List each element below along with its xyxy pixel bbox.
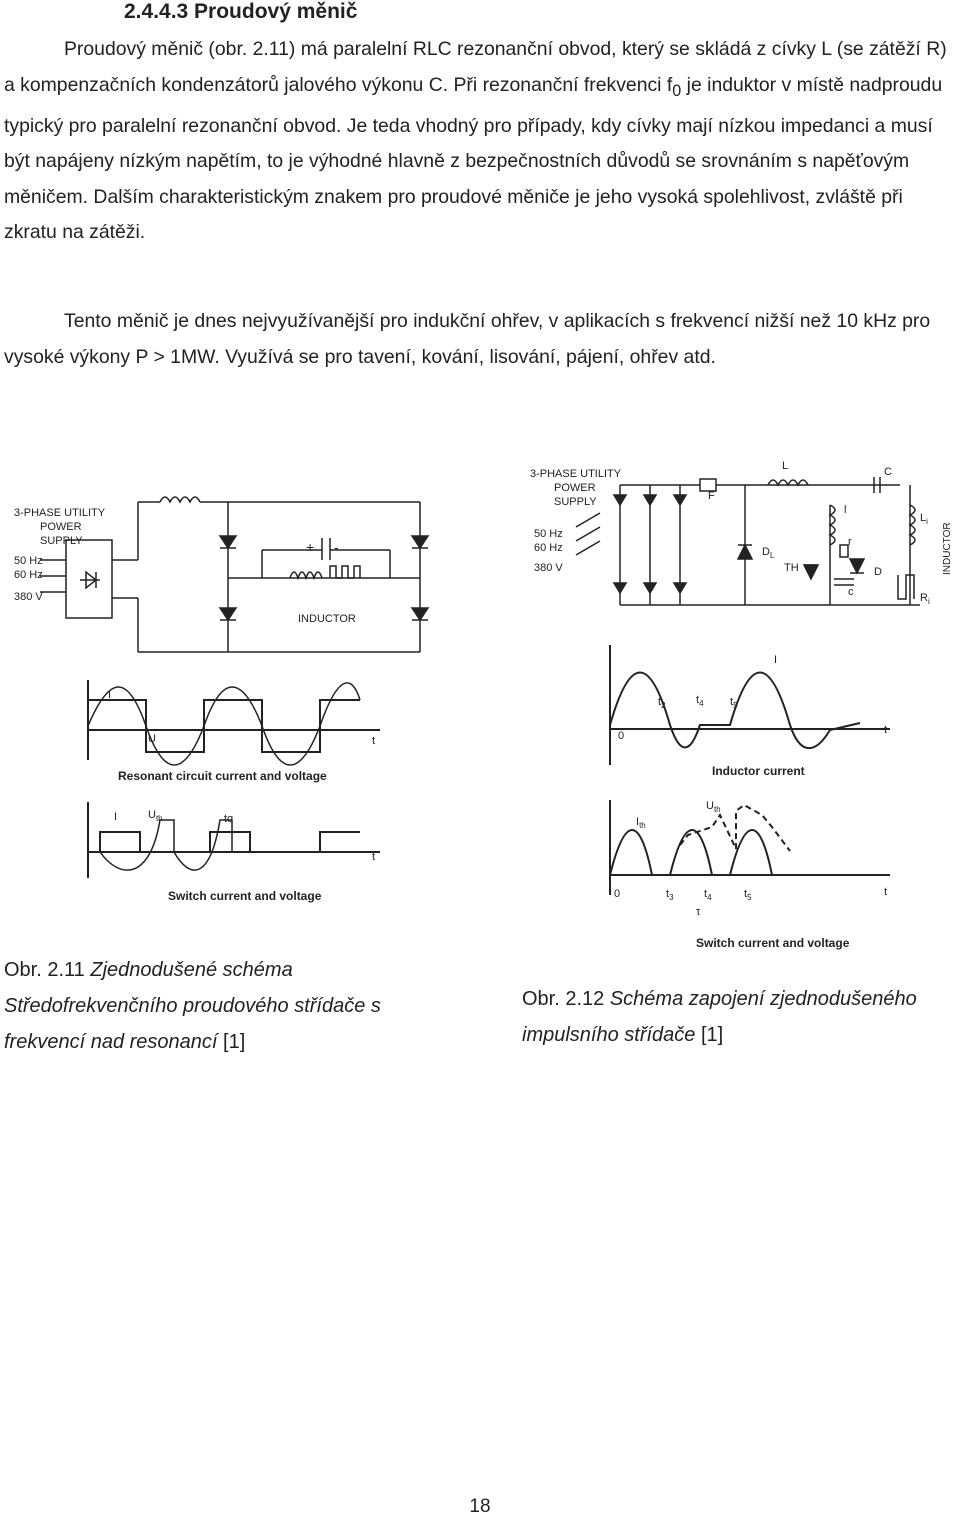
paragraph-1 xyxy=(4,32,956,251)
wave2-time-label: t xyxy=(884,886,888,898)
wave1-time-label: t xyxy=(372,735,376,747)
label-l: l xyxy=(844,504,847,516)
pulse-circuit xyxy=(576,477,920,605)
section-heading: 2.4.4.3 Proudový měnič xyxy=(124,0,358,23)
paragraph-2 xyxy=(4,304,956,375)
paragraph-2-text: Tento měnič je dnes nejvyužívanější pro indukční ohřev, v aplikacích s frekvencí nižší než 10 kHz pro vysoké výkony P > 1MW. Využívá se pro tavení, kování, lisování, pájení, ohřev atd. xyxy=(4,310,931,368)
figure-caption-2-12 xyxy=(522,981,952,1053)
supply-label-3: SUPPLY xyxy=(554,496,597,508)
supply-label-1: 3-PHASE UTILITY xyxy=(530,468,622,480)
inductor-label: INDUCTOR xyxy=(942,522,953,575)
wave2-tau-label: τ xyxy=(696,906,701,918)
wave1-t5-label: $t_5$ xyxy=(730,696,738,710)
switch-waveform xyxy=(610,800,890,895)
supply-label-3: SUPPLY xyxy=(40,535,83,547)
wave2-current-label: I xyxy=(114,811,118,823)
label-L: L xyxy=(782,460,789,472)
wave2-tq-label: tq xyxy=(224,813,234,825)
voltage-label: 380 V xyxy=(534,562,563,574)
label-Li: $L_i$ xyxy=(920,512,928,526)
paragraph-1-rest: je induktor v místě nadproudu typický pro paralelní rezonanční obvod. Je teda vhodný pro případy, kdy cívky mají nízkou impedanci a musí být napájeny nízkým napětím, to je výhodné hlavně z bezpečnostních důvodů se srovnáním s napěťovým měničem. Dalším charakteristickým znakem pro proudové měniče je jeho vysoká spolehlivost, zvláště při zkratu na zátěži. xyxy=(4,73,943,244)
wave2-t4-label: $t_4$ xyxy=(704,888,712,902)
supply-label-2: POWER xyxy=(40,521,82,533)
label-TH: TH xyxy=(784,562,799,574)
label-F: F xyxy=(708,490,715,502)
figure-caption-2-11 xyxy=(4,952,464,1060)
caption-prefix: Obr. 2.12 xyxy=(522,988,610,1010)
label-DL: $D_L$ xyxy=(762,546,775,560)
page-number: 18 xyxy=(469,1496,491,1517)
label-c: c xyxy=(848,586,854,598)
cap-plus-sign: + xyxy=(306,539,315,555)
wave2-time-label: t xyxy=(372,851,376,863)
wave2-t5-label: $t_5$ xyxy=(744,888,752,902)
label-D: D xyxy=(874,566,882,578)
wave2-t3-label: $t_3$ xyxy=(666,888,674,902)
wave1-voltage-label: U xyxy=(148,733,156,745)
figure-2-11-drawing xyxy=(0,460,470,940)
voltage-label: 380 V xyxy=(14,591,43,603)
wave2-caption: Switch current and voltage xyxy=(168,889,322,903)
inductor-current-waveform xyxy=(610,645,890,765)
figure-2-12-drawing xyxy=(500,455,960,955)
switch-waveform xyxy=(88,802,380,878)
freq-label-50: 50 Hz xyxy=(534,528,563,540)
wave1-caption: Inductor current xyxy=(712,764,805,778)
wave1-current-label: I xyxy=(774,654,778,666)
caption-ref: [1] xyxy=(217,1031,246,1053)
wave2-caption: Switch current and voltage xyxy=(696,936,850,950)
wave2-voltage-label: $U_{th}$ xyxy=(148,809,163,823)
freq-label-50: 50 Hz xyxy=(14,555,43,567)
wave1-caption: Resonant circuit current and voltage xyxy=(118,769,327,783)
resonant-waveform xyxy=(88,680,380,765)
paragraph-1-start: Proudový měnič (obr. 2.11) má paralelní RLC rezonanční obvod, který se skládá z cívky L (se zátěží R) a kompenzačních kondenzátorů jalového výkonu C. Při rezonanční frekvenci f xyxy=(4,38,947,96)
caption-title: Schéma zapojení zjednodušeného impulsního střídače xyxy=(522,988,917,1046)
supply-label-1: 3-PHASE UTILITY xyxy=(14,507,106,519)
wave1-time-label: t xyxy=(884,724,888,736)
wave1-t4-label: $t_4$ xyxy=(696,694,704,708)
wave1-zero-label: 0 xyxy=(618,730,625,742)
figure-2-12 xyxy=(500,455,960,955)
freq-label-60: 60 Hz xyxy=(534,542,563,554)
inductor-label: INDUCTOR xyxy=(298,613,356,625)
wave1-t2-label: $t_2$ xyxy=(658,696,666,710)
bridge-circuit xyxy=(138,497,428,652)
wave2-voltage-label: $U_{th}$ xyxy=(706,800,721,814)
wave2-zero-label: 0 xyxy=(614,888,621,900)
label-r: r xyxy=(848,536,852,548)
label-Ri: $R_i$ xyxy=(920,592,930,606)
subscript-zero: 0 xyxy=(672,81,682,100)
caption-title: Zjednodušené schéma Středofrekvenčního proudového střídače s frekvencí nad resonancí xyxy=(4,959,381,1053)
freq-label-60: 60 Hz xyxy=(14,569,43,581)
caption-prefix: Obr. 2.11 xyxy=(4,959,91,981)
wave2-current-label: $I_{th}$ xyxy=(636,816,646,830)
supply-label-2: POWER xyxy=(554,482,596,494)
cap-minus-sign: - xyxy=(334,539,339,555)
figure-2-11 xyxy=(0,460,470,940)
caption-ref: [1] xyxy=(695,1024,724,1046)
label-C: C xyxy=(884,466,892,478)
wave1-current-label: I xyxy=(108,689,112,701)
